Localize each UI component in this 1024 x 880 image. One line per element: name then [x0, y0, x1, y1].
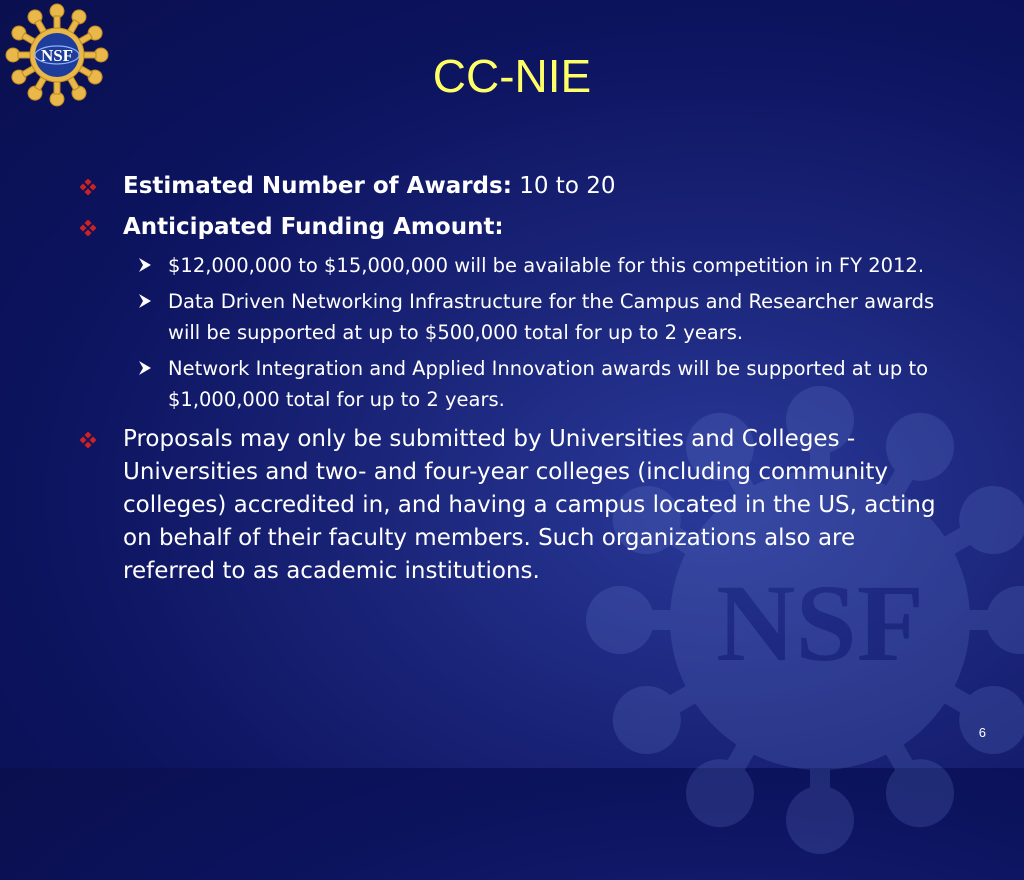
bullet-label: Anticipated Funding Amount:: [123, 214, 504, 240]
funding-sub-list: [80, 250, 950, 415]
slide-title: CC-NIE: [432, 50, 592, 102]
slide-content: [80, 170, 950, 596]
bullet-funding: [80, 211, 950, 244]
diamond-bullet-icon: [80, 432, 96, 448]
bullet-label: Estimated Number of Awards:: [123, 173, 512, 199]
arrow-bullet-icon: [137, 360, 153, 376]
page-number: 6: [978, 725, 986, 740]
arrow-bullet-icon: [137, 293, 153, 309]
bullet-awards: [80, 170, 950, 203]
sub-bullet-item: [80, 286, 950, 348]
bullet-value: 10 to 20: [511, 173, 616, 199]
sub-bullet-text: Data Driven Networking Infrastructure for the Campus and Researcher awards will be supported at up to $500,000 total for up to 2 years.: [168, 290, 935, 344]
sub-bullet-text: Network Integration and Applied Innovation awards will be supported at up to $1,000,000 total for up to 2 years.: [168, 357, 929, 411]
bullet-proposals: [80, 423, 950, 588]
sub-bullet-text: $12,000,000 to $15,000,000 will be available for this competition in FY 2012.: [168, 254, 925, 277]
proposals-text: Proposals may only be submitted by Universities and Colleges - Universities and two- and four-year colleges (including community colleges) accredited in, and having a campus located in the US, acting on behalf of their faculty members. Such organizations also are referred to as academic institutions.: [123, 426, 936, 584]
arrow-bullet-icon: [137, 257, 153, 273]
diamond-bullet-icon: [80, 220, 96, 236]
diamond-bullet-icon: [80, 179, 96, 195]
sub-bullet-item: [80, 250, 950, 281]
svg-text:NSF: NSF: [716, 562, 924, 684]
svg-text:NSF: NSF: [40, 46, 74, 65]
sub-bullet-item: [80, 353, 950, 415]
